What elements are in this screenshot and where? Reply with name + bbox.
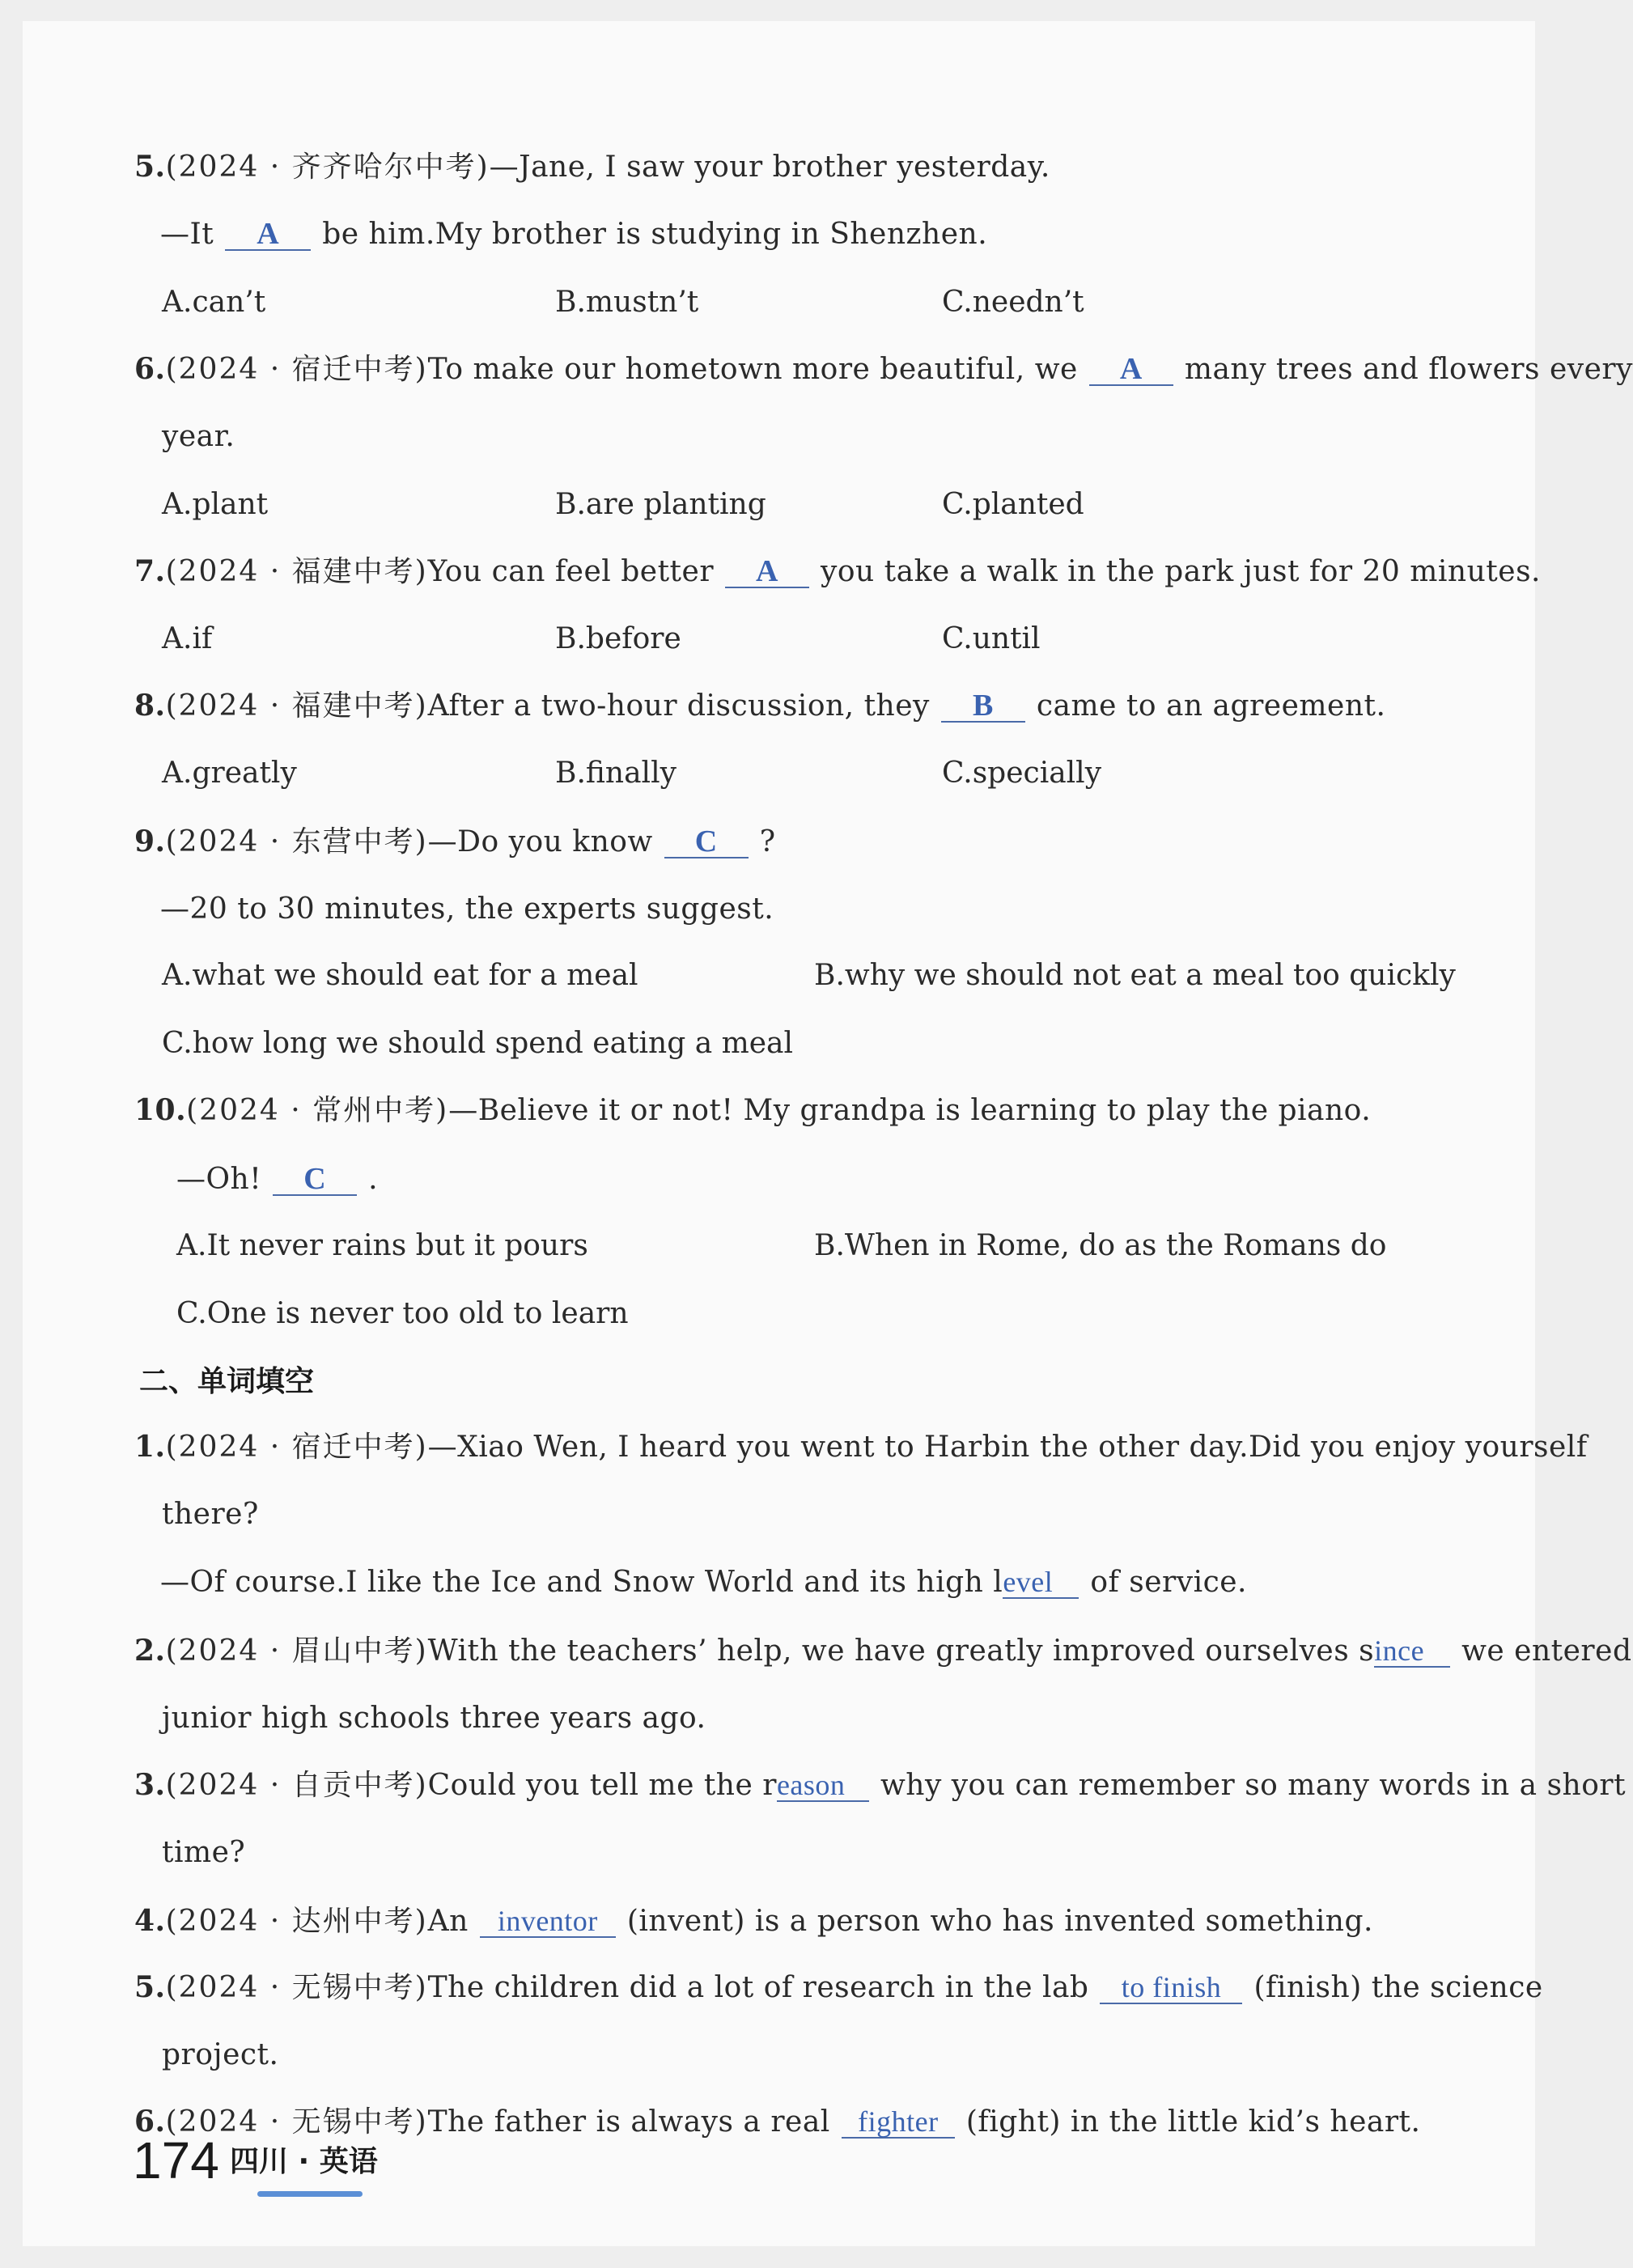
question-number: 7. <box>134 554 166 588</box>
question-text: —Believe it or not! My grandpa is learning to play the piano. <box>448 1094 1372 1127</box>
answer-blank[interactable]: inventor <box>480 1906 616 1938</box>
question-number: 4. <box>134 1904 166 1938</box>
answer-blank[interactable]: A <box>225 218 311 251</box>
answer-blank[interactable]: B <box>941 690 1025 723</box>
option-b: B.why we should not eat a meal too quickly <box>814 959 1456 992</box>
fill-question-1-continuation: there? <box>162 1498 259 1531</box>
fill-question-5 <box>134 1968 1543 2007</box>
question-10-reply <box>176 1160 378 1199</box>
question-number: 3. <box>134 1768 166 1802</box>
answer-blank[interactable]: evel <box>1003 1566 1079 1599</box>
question-number: 5. <box>134 1970 166 2004</box>
question-text-end: you take a walk in the park just for 20 minutes. <box>821 555 1541 588</box>
question-text-end: (invent) is a person who has invented something. <box>626 1905 1373 1938</box>
option-b: B.before <box>555 622 681 655</box>
reply-text-end: of service. <box>1090 1566 1248 1599</box>
fill-question-4 <box>134 1901 1373 1941</box>
question-10 <box>134 1091 1371 1130</box>
question-text: —Jane, I saw your brother yesterday. <box>489 150 1050 184</box>
footer-decoration <box>257 2191 363 2197</box>
question-number: 6. <box>134 2105 166 2139</box>
question-text: —Xiao Wen, I heard you went to Harbin the other day.Did you enjoy yourself <box>427 1431 1588 1464</box>
option-c: C.how long we should spend eating a meal <box>162 1027 794 1060</box>
question-source: (2024 · 无锡中考) <box>165 2105 428 2139</box>
question-source: (2024 · 福建中考) <box>165 555 428 588</box>
option-c: C.specially <box>942 757 1102 790</box>
option-a: A.can’t <box>162 286 266 319</box>
question-text: To make our hometown more beautiful, we <box>427 353 1078 386</box>
option-a: A.plant <box>162 488 269 521</box>
question-text-end: came to an agreement. <box>1036 689 1386 723</box>
reply-text-start: —It <box>160 218 214 251</box>
question-number: 6. <box>134 352 166 386</box>
question-5 <box>134 147 1050 187</box>
question-text: An <box>427 1905 469 1938</box>
option-a: A.what we should eat for a meal <box>162 959 638 992</box>
reply-text-end: be him.My brother is studying in Shenzhen. <box>322 218 988 251</box>
question-9 <box>134 822 776 862</box>
section-title: 二、单词填空 <box>139 1365 315 1398</box>
option-c: C.needn’t <box>942 286 1084 319</box>
option-b: B.mustn’t <box>555 286 699 319</box>
question-6 <box>134 350 1633 389</box>
question-text-end: (finish) the science <box>1253 1971 1543 2004</box>
question-text-end: ? <box>759 825 776 858</box>
question-text-end: why you can remember so many words in a short <box>880 1769 1627 1802</box>
fill-question-5-continuation: project. <box>162 2038 279 2071</box>
fill-question-1-reply <box>160 1563 1247 1602</box>
question-number: 10. <box>134 1093 187 1127</box>
question-text-end: (fight) in the little kid’s heart. <box>965 2105 1421 2139</box>
footer-label: 四川 · 英语 <box>230 2145 378 2178</box>
question-source: (2024 · 眉山中考) <box>165 1634 428 1668</box>
question-source: (2024 · 福建中考) <box>165 689 428 723</box>
option-b: B.finally <box>555 757 677 790</box>
question-number: 2. <box>134 1634 166 1668</box>
question-8 <box>134 686 1385 726</box>
reply-text-start: —Of course.I like the Ice and Snow World and its high l <box>160 1566 1003 1599</box>
question-text: The father is always a real <box>427 2105 830 2139</box>
option-a: A.greatly <box>162 757 297 790</box>
answer-blank[interactable]: ince <box>1374 1635 1450 1668</box>
question-number: 1. <box>134 1430 166 1464</box>
answer-blank[interactable]: eason <box>777 1770 869 1802</box>
answer-blank[interactable]: A <box>1089 354 1173 386</box>
question-source: (2024 · 自贡中考) <box>165 1769 428 1802</box>
question-9-reply: —20 to 30 minutes, the experts suggest. <box>160 892 774 926</box>
question-text: You can feel better <box>427 555 715 588</box>
answer-blank[interactable]: fighter <box>842 2106 955 2139</box>
answer-blank[interactable]: C <box>273 1164 357 1196</box>
reply-text-start: —Oh! <box>176 1163 262 1196</box>
option-a: A.if <box>162 622 213 655</box>
question-text: —Do you know <box>427 825 653 858</box>
option-b: B.are planting <box>555 488 766 521</box>
reply-text-end: . <box>368 1163 379 1196</box>
question-text-end: we entered <box>1461 1634 1632 1668</box>
fill-question-3-continuation: time? <box>162 1836 246 1869</box>
question-5-reply <box>160 215 987 254</box>
question-source: (2024 · 东营中考) <box>165 825 428 858</box>
fill-question-2 <box>134 1631 1632 1671</box>
answer-blank[interactable]: to finish <box>1100 1972 1242 2004</box>
fill-question-3 <box>134 1766 1626 1805</box>
option-a: A.It never rains but it pours <box>176 1229 588 1262</box>
answer-blank[interactable]: A <box>725 556 809 588</box>
question-number: 9. <box>134 825 166 858</box>
fill-question-6 <box>134 2102 1420 2142</box>
question-text: After a two-hour discussion, they <box>427 689 930 723</box>
question-source: (2024 · 宿迁中考) <box>165 1431 428 1464</box>
question-6-continuation: year. <box>162 420 235 453</box>
question-source: (2024 · 宿迁中考) <box>165 353 428 386</box>
answer-blank[interactable]: C <box>664 826 749 858</box>
option-c: C.planted <box>942 488 1084 521</box>
question-source: (2024 · 无锡中考) <box>165 1971 428 2004</box>
question-text: With the teachers’ help, we have greatly improved ourselves s <box>427 1634 1375 1668</box>
fill-question-2-continuation: junior high schools three years ago. <box>162 1702 706 1735</box>
option-b: B.When in Rome, do as the Romans do <box>814 1229 1387 1262</box>
question-text: Could you tell me the r <box>427 1769 777 1802</box>
question-number: 5. <box>134 150 166 184</box>
question-source: (2024 · 常州中考) <box>186 1094 449 1127</box>
option-c: C.One is never too old to learn <box>176 1297 629 1330</box>
question-source: (2024 · 齐齐哈尔中考) <box>165 150 490 184</box>
page-number: 174 <box>133 2131 219 2190</box>
question-text-end: many trees and flowers every <box>1184 353 1633 386</box>
fill-question-1 <box>134 1427 1588 1467</box>
option-c: C.until <box>942 622 1041 655</box>
question-7 <box>134 552 1541 591</box>
question-text: The children did a lot of research in the lab <box>427 1971 1089 2004</box>
question-source: (2024 · 达州中考) <box>165 1905 428 1938</box>
question-number: 8. <box>134 689 166 723</box>
